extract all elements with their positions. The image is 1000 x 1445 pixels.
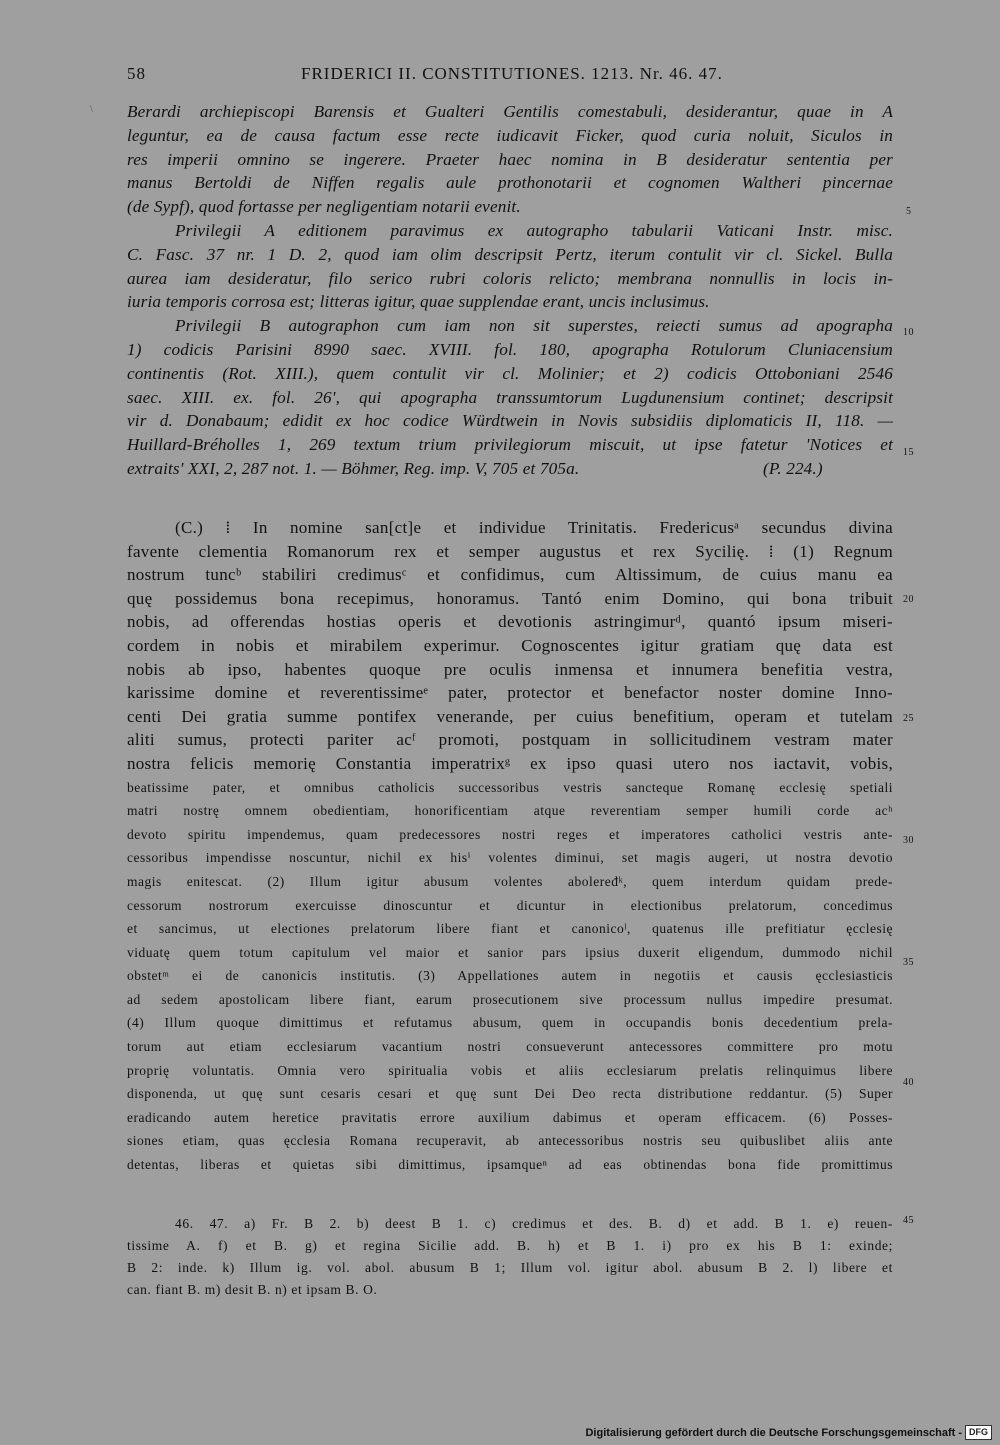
intro-line: res imperii omnino se ingerere. Praeter haec nomina in B desideratur sententia per — [127, 149, 893, 169]
text-line: cessorum nostrorum exercuisse dinoscuntur et dicuntur in electionibus prelatorum, concedimus — [127, 897, 893, 913]
intro-line: aurea iam desideratur, filo serico rubri coloris relicto; membrana nonnullis in locis in- — [127, 268, 893, 288]
footnotes — [127, 1213, 893, 1301]
text-line: ad sedem apostolicam libere fiant, earum prosecutionem sive processum nullus impedire presumat. — [127, 991, 893, 1007]
text-line: favente clementia Romanorum rex et semper augustus et rex Sycilię. ⁞ (1) Regnum — [127, 541, 893, 561]
intro-commentary — [127, 100, 893, 481]
text-line: cordem in nobis et mirabilem experimur. Cognoscentes igitur gratiam quę data est — [127, 635, 893, 655]
line-number: 15 — [903, 447, 914, 458]
page-number: 58 — [127, 64, 146, 83]
text-line: eradicando autem heretice pravitatis errore auxilium dabimus et operam efficacem. (6) Posses- — [127, 1109, 893, 1125]
text-line: aliti sumus, protecti pariter acᶠ promoti, postquam in sollicitudinem vestram mater — [127, 730, 893, 750]
intro-line: leguntur, ea de causa factum esse recte iudicavit Ficker, quod curia noluit, Siculos in — [127, 125, 893, 145]
text-line: karissime domine et reverentissimeᵉ pater, protector et benefactor noster domine Inno- — [127, 683, 893, 703]
intro-line: continentis (Rot. XIII.), quem contulit vir cl. Molinier; et 2) codicis Ottoboniani 2546 — [127, 363, 893, 383]
text-line: matri nostrę omnem obedientiam, honorificentiam atque reverentiam semper humili corde acʰ — [127, 803, 893, 819]
text-line: nostrum tuncᵇ stabiliri credimusᶜ et confidimus, cum Altissimum, de cuius manu ea — [127, 565, 893, 585]
text-line: torum aut etiam ecclesiarum vacantium nostri consueverunt antecessores committere pro motu — [127, 1039, 893, 1055]
text-line: (4) Illum quoque dimittimus et refutamus abusum, quem in occupandis bonis decedentium prela- — [127, 1015, 893, 1031]
text-line: centi Dei gratia summe pontifex venerande, per cuius benefitium, operam et tutelam — [127, 706, 893, 726]
text-line: nobis, ad offerendas hostias operis et devotionis astringimurᵈ, quantó ipsum miseri- — [127, 612, 893, 632]
text-line: disponenda, ut quę sunt cesaris cesari et quę sunt Dei Deo recta distributione reddantur. (5) Super — [127, 1086, 893, 1102]
intro-line: Privilegii B autographon cum iam non sit superstes, reiecti sumus ad apographa — [175, 316, 893, 336]
text-line: nostra felicis memorię Constantia imperatrixᵍ ex ipso quasi utero nos iactavit, vobis, — [127, 753, 893, 773]
text-line: viduatę quem totum capitulum vel maior et sanior pars ipsius duxerit eligendum, dummodo nichil — [127, 944, 893, 960]
dfg-logo: DFG — [965, 1425, 992, 1440]
intro-line: Berardi archiepiscopi Barensis et Gualteri Gentilis comestabuli, desiderantur, quae in A — [127, 102, 893, 121]
intro-line: manus Bertoldi de Niffen regalis aule prothonotarii et cognomen Waltheri pincernae — [127, 173, 893, 193]
footnote-line: can. fiant B. m) desit B. n) et ipsam B. O. — [127, 1282, 378, 1297]
intro-line: Huillard-Bréholles 1, 269 textum trium privilegiorum miscuit, ut ipse fatetur 'Notices et — [127, 435, 893, 455]
funding-footer — [585, 1425, 992, 1440]
line-number: 35 — [903, 957, 914, 968]
text-line: nobis ab ipso, habentes quoque pre oculis inmensa et innumera benefitia vestra, — [127, 659, 893, 679]
text-line: beatissime pater, et omnibus catholicis successoribus vestris sancteque Romanę ecclesię spetiali — [127, 779, 893, 795]
intro-line: Privilegii A editionem paravimus ex autographo tabularii Vaticani Instr. misc. — [175, 220, 893, 240]
text-line: et sancimus, ut electiones prelatorum libere fiant et canonicoˡ, quatenus ille prefitiatur ęcclesię — [127, 921, 893, 937]
intro-line: iuria temporis corrosa est; litteras igitur, quae supplendae erant, uncis inclusimus. — [127, 292, 710, 312]
intro-line: C. Fasc. 37 nr. 1 D. 2, quod iam olim descripsit Pertz, iterum contulit vir cl. Sickel. Bulla — [127, 244, 893, 264]
text-line: proprię voluntatis. Omnia vero spiritualia vobis et aliis ecclesiarum prelatis relinquimus libere — [127, 1062, 893, 1078]
line-number: 25 — [903, 713, 914, 724]
intro-line: 1) codicis Parisini 8990 saec. XVIII. fol. 180, apographa Rotulorum Cluniacensium — [127, 339, 893, 359]
margin-mark: \ — [90, 104, 93, 115]
text-line: devoto spiritu impendemus, quam predecessores nostri reges et imperatores catholici vestris ante- — [127, 826, 893, 842]
text-line: obstetᵐ ei de canonicis institutis. (3) Appellationes autem in negotiis et causis ęcclesiasticis — [127, 968, 893, 984]
text-line: (C.) ⁞ In nomine san[ct]e et individue Trinitatis. Fredericusᵃ secundus divina — [175, 518, 893, 537]
intro-line: saec. XIII. ex. fol. 26', qui apographa transsumtorum Lugdunensium continet; descripsit — [127, 387, 893, 407]
charter-text — [127, 516, 893, 1177]
footnote-line: 46. 47. a) Fr. B 2. b) deest B 1. c) credimus et des. B. d) et add. B 1. e) reuen- — [175, 1216, 893, 1231]
footnote-line: tissime A. f) et B. g) et regina Sicilie add. B. h) et B 1. i) pro ex his B 1: exinde; — [127, 1238, 893, 1253]
text-line: magis enitescat. (2) Illum igitur abusum volentes aboleređᵏ, quem interdum quidam prede- — [127, 873, 893, 889]
line-number: 5 — [906, 206, 912, 217]
regest-reference: (P. 224.) — [763, 458, 823, 478]
line-number: 30 — [903, 835, 914, 846]
line-number: 10 — [903, 327, 914, 338]
intro-line-text: extraits' XXI, 2, 287 not. 1. — Böhmer, Reg. imp. V, 705 et 705a. — [127, 458, 580, 478]
footnote-line: B 2: inde. k) Illum ig. vol. abol. abusum B 1; Illum vol. igitur abol. abusum B 2. l) libere et — [127, 1260, 893, 1275]
text-line: detentas, liberas et quietas sibi dimittimus, ipsamqueⁿ ad eas obtinendas bona fide promittimus — [127, 1157, 893, 1173]
running-title: FRIDERICI II. CONSTITUTIONES. 1213. Nr. 46. 47. — [301, 64, 723, 83]
footer-text: Digitalisierung gefördert durch die Deutsche Forschungsgemeinschaft - — [585, 1426, 962, 1439]
intro-line: (de Sypf), quod fortasse per negligentiam notarii evenit. — [127, 197, 521, 217]
line-number: 40 — [903, 1077, 914, 1088]
line-number: 45 — [903, 1215, 914, 1226]
intro-line: vir d. Donabaum; edidit ex hoc codice Würdtwein in Novis subsidiis diplomaticis II, 118. — — [127, 411, 893, 431]
text-line: siones etiam, quas ęcclesia Romana recuperavit, ab antecessoribus nostris seu quibuslibet aliis ante — [127, 1133, 893, 1149]
intro-line — [127, 457, 893, 481]
text-line: cessoribus impendisse noscuntur, nichil ex hisⁱ volentes diminui, set magis augeri, ut nostra devotio — [127, 850, 893, 866]
line-number: 20 — [903, 594, 914, 605]
text-line: quę possidemus bona recepimus, honoramus. Tantó enim Domino, qui bona tribuit — [127, 588, 893, 608]
